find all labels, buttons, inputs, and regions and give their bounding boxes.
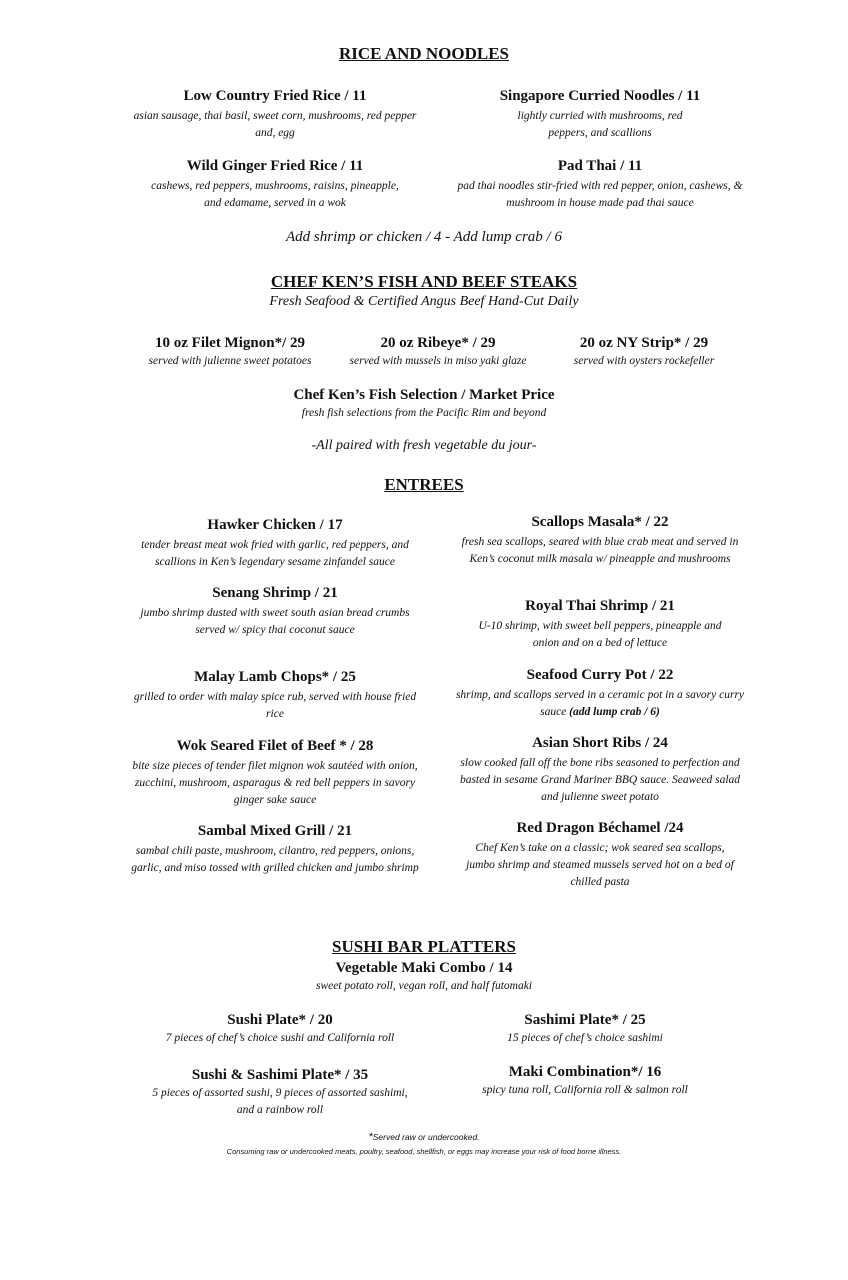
menu-item xyxy=(450,87,750,142)
item-name: Pad Thai / 11 xyxy=(557,158,643,174)
item-name: Singapore Curried Noodles / 11 xyxy=(499,88,701,104)
menu-item xyxy=(455,597,745,652)
section-subtitle: Fresh Seafood & Certified Angus Beef Hand-Cut Daily xyxy=(269,294,579,309)
raw-note xyxy=(0,1131,848,1143)
menu-item xyxy=(130,157,420,212)
item-description: served with mussels in miso yaki glaze xyxy=(349,355,527,367)
item-name: Seafood Curry Pot / 22 xyxy=(526,667,674,683)
menu-item xyxy=(224,386,624,422)
item-name: Red Dragon Béchamel /24 xyxy=(516,820,684,836)
item-name: 10 oz Filet Mignon*/ 29 xyxy=(155,335,305,351)
item-description: 5 pieces of assorted sushi, 9 pieces of assorted sashimi, and a rainbow roll xyxy=(152,1087,408,1116)
item-description: served with julienne sweet potatoes xyxy=(148,355,312,367)
menu-item xyxy=(455,666,745,721)
menu-item xyxy=(450,157,750,212)
item-name: 20 oz Ribeye* / 29 xyxy=(380,335,496,351)
section-title-steaks: CHEF KEN’S FISH AND BEEF STEAKS xyxy=(270,272,578,291)
item-description xyxy=(455,687,745,721)
item-name: Scallops Masala* / 22 xyxy=(531,514,669,530)
item-name: Malay Lamb Chops* / 25 xyxy=(194,669,356,685)
menu-item xyxy=(125,584,425,639)
raw-note-text: Served raw or undercooked. xyxy=(372,1132,480,1142)
item-description: cashews, red peppers, mushrooms, raisins, pineapple, and edamame, served in a wok xyxy=(151,180,399,209)
menu-item xyxy=(125,737,425,809)
menu-item xyxy=(465,819,735,891)
item-description: bite size pieces of tender filet mignon wok sautéed with onion, zucchini, mushroom, asparagus & red bell peppers in savory ginger sake sauce xyxy=(132,760,418,806)
item-description: fresh sea scallops, seared with blue crab meat and served in Ken’s coconut milk masala w/ pineapple and mushrooms xyxy=(461,536,739,565)
item-name: Sushi Plate* / 20 xyxy=(227,1012,333,1028)
item-description-text: shrimp, and scallops served in a ceramic pot in a savory curry sauce xyxy=(455,689,745,718)
item-name: Royal Thai Shrimp / 21 xyxy=(525,598,675,614)
item-description: 7 pieces of chef’s choice sushi and California roll xyxy=(165,1032,395,1044)
menu-item xyxy=(328,334,548,370)
item-name: 20 oz NY Strip* / 29 xyxy=(579,335,709,351)
section-title-entrees: ENTREES xyxy=(384,475,464,494)
item-name: Low Country Fried Rice / 11 xyxy=(183,88,367,104)
item-name: Chef Ken’s Fish Selection / Market Price xyxy=(293,387,555,403)
item-description: slow cooked fall off the bone ribs seasoned to perfection and basted in sesame Grand Mariner BBQ sauce. Seaweed salad and julienne sweet potato xyxy=(459,757,741,803)
menu-item xyxy=(534,334,754,370)
item-description: Chef Ken’s take on a classic; wok seared sea scallops, jumbo shrimp and steamed mussels served hot on a bed of chilled pasta xyxy=(466,842,734,888)
item-description: 15 pieces of chef’s choice sashimi xyxy=(507,1032,663,1044)
menu-item xyxy=(125,822,425,877)
item-description: fresh fish selections from the Pacific Rim and beyond xyxy=(301,407,547,419)
item-name: Asian Short Ribs / 24 xyxy=(532,735,668,751)
item-description: served with oysters rockefeller xyxy=(573,355,715,367)
item-description: grilled to order with malay spice rub, served with house fried rice xyxy=(133,691,417,720)
menu-item xyxy=(130,87,420,142)
food-safety-warning: Consuming raw or undercooked meats, poultry, seafood, shellfish, or eggs may increase your risk of food borne illness. xyxy=(226,1147,622,1156)
menu-item xyxy=(455,513,745,568)
pairing-note: -All paired with fresh vegetable du jour- xyxy=(311,438,537,453)
item-name: Sashimi Plate* / 25 xyxy=(524,1012,646,1028)
menu-item xyxy=(125,516,425,571)
item-description: asian sausage, thai basil, sweet corn, mushrooms, red pepper and, egg xyxy=(133,110,417,139)
item-name: Senang Shrimp / 21 xyxy=(212,585,338,601)
menu-item xyxy=(224,959,624,995)
item-description: pad thai noodles stir-fried with red pepper, onion, cashews, & mushroom in house made pad thai sauce xyxy=(457,180,743,209)
menu-item xyxy=(125,668,425,723)
menu-item xyxy=(150,1066,410,1119)
menu-item xyxy=(445,1063,725,1099)
item-description: sweet potato roll, vegan roll, and half futomaki xyxy=(315,980,533,992)
menu-item xyxy=(120,334,340,370)
item-description: U-10 shrimp, with sweet bell peppers, pineapple and onion and on a bed of lettuce xyxy=(478,620,722,649)
section-title-rice-noodles: RICE AND NOODLES xyxy=(338,44,510,63)
addon-note: Add shrimp or chicken / 4 - Add lump crab / 6 xyxy=(286,229,562,245)
item-name: Hawker Chicken / 17 xyxy=(207,517,343,533)
item-name: Sambal Mixed Grill / 21 xyxy=(197,823,353,839)
item-description: tender breast meat wok fried with garlic, red peppers, and scallions in Ken’s legendary sesame zinfandel sauce xyxy=(141,539,409,568)
asterisk-mark: * xyxy=(368,1131,373,1143)
addon-crab-note: (add lump crab / 6) xyxy=(569,706,660,718)
item-name: Sushi & Sashimi Plate* / 35 xyxy=(191,1067,369,1083)
menu-item xyxy=(130,1011,430,1047)
item-description: sambal chili paste, mushroom, cilantro, red peppers, onions, garlic, and miso tossed with grilled chicken and jumbo shrimp xyxy=(131,845,419,874)
item-description: spicy tuna roll, California roll & salmon roll xyxy=(482,1084,688,1096)
item-name: Maki Combination*/ 16 xyxy=(508,1064,662,1080)
menu-item xyxy=(455,734,745,806)
item-name: Vegetable Maki Combo / 14 xyxy=(335,960,513,976)
item-description: lightly curried with mushrooms, red peppers, and scallions xyxy=(517,110,683,139)
item-name: Wok Seared Filet of Beef * / 28 xyxy=(176,738,374,754)
menu-item xyxy=(445,1011,725,1047)
item-name: Wild Ginger Fried Rice / 11 xyxy=(186,158,364,174)
section-title-sushi: SUSHI BAR PLATTERS xyxy=(332,937,516,956)
item-description: jumbo shrimp dusted with sweet south asian bread crumbs served w/ spicy thai coconut sauce xyxy=(140,607,410,636)
